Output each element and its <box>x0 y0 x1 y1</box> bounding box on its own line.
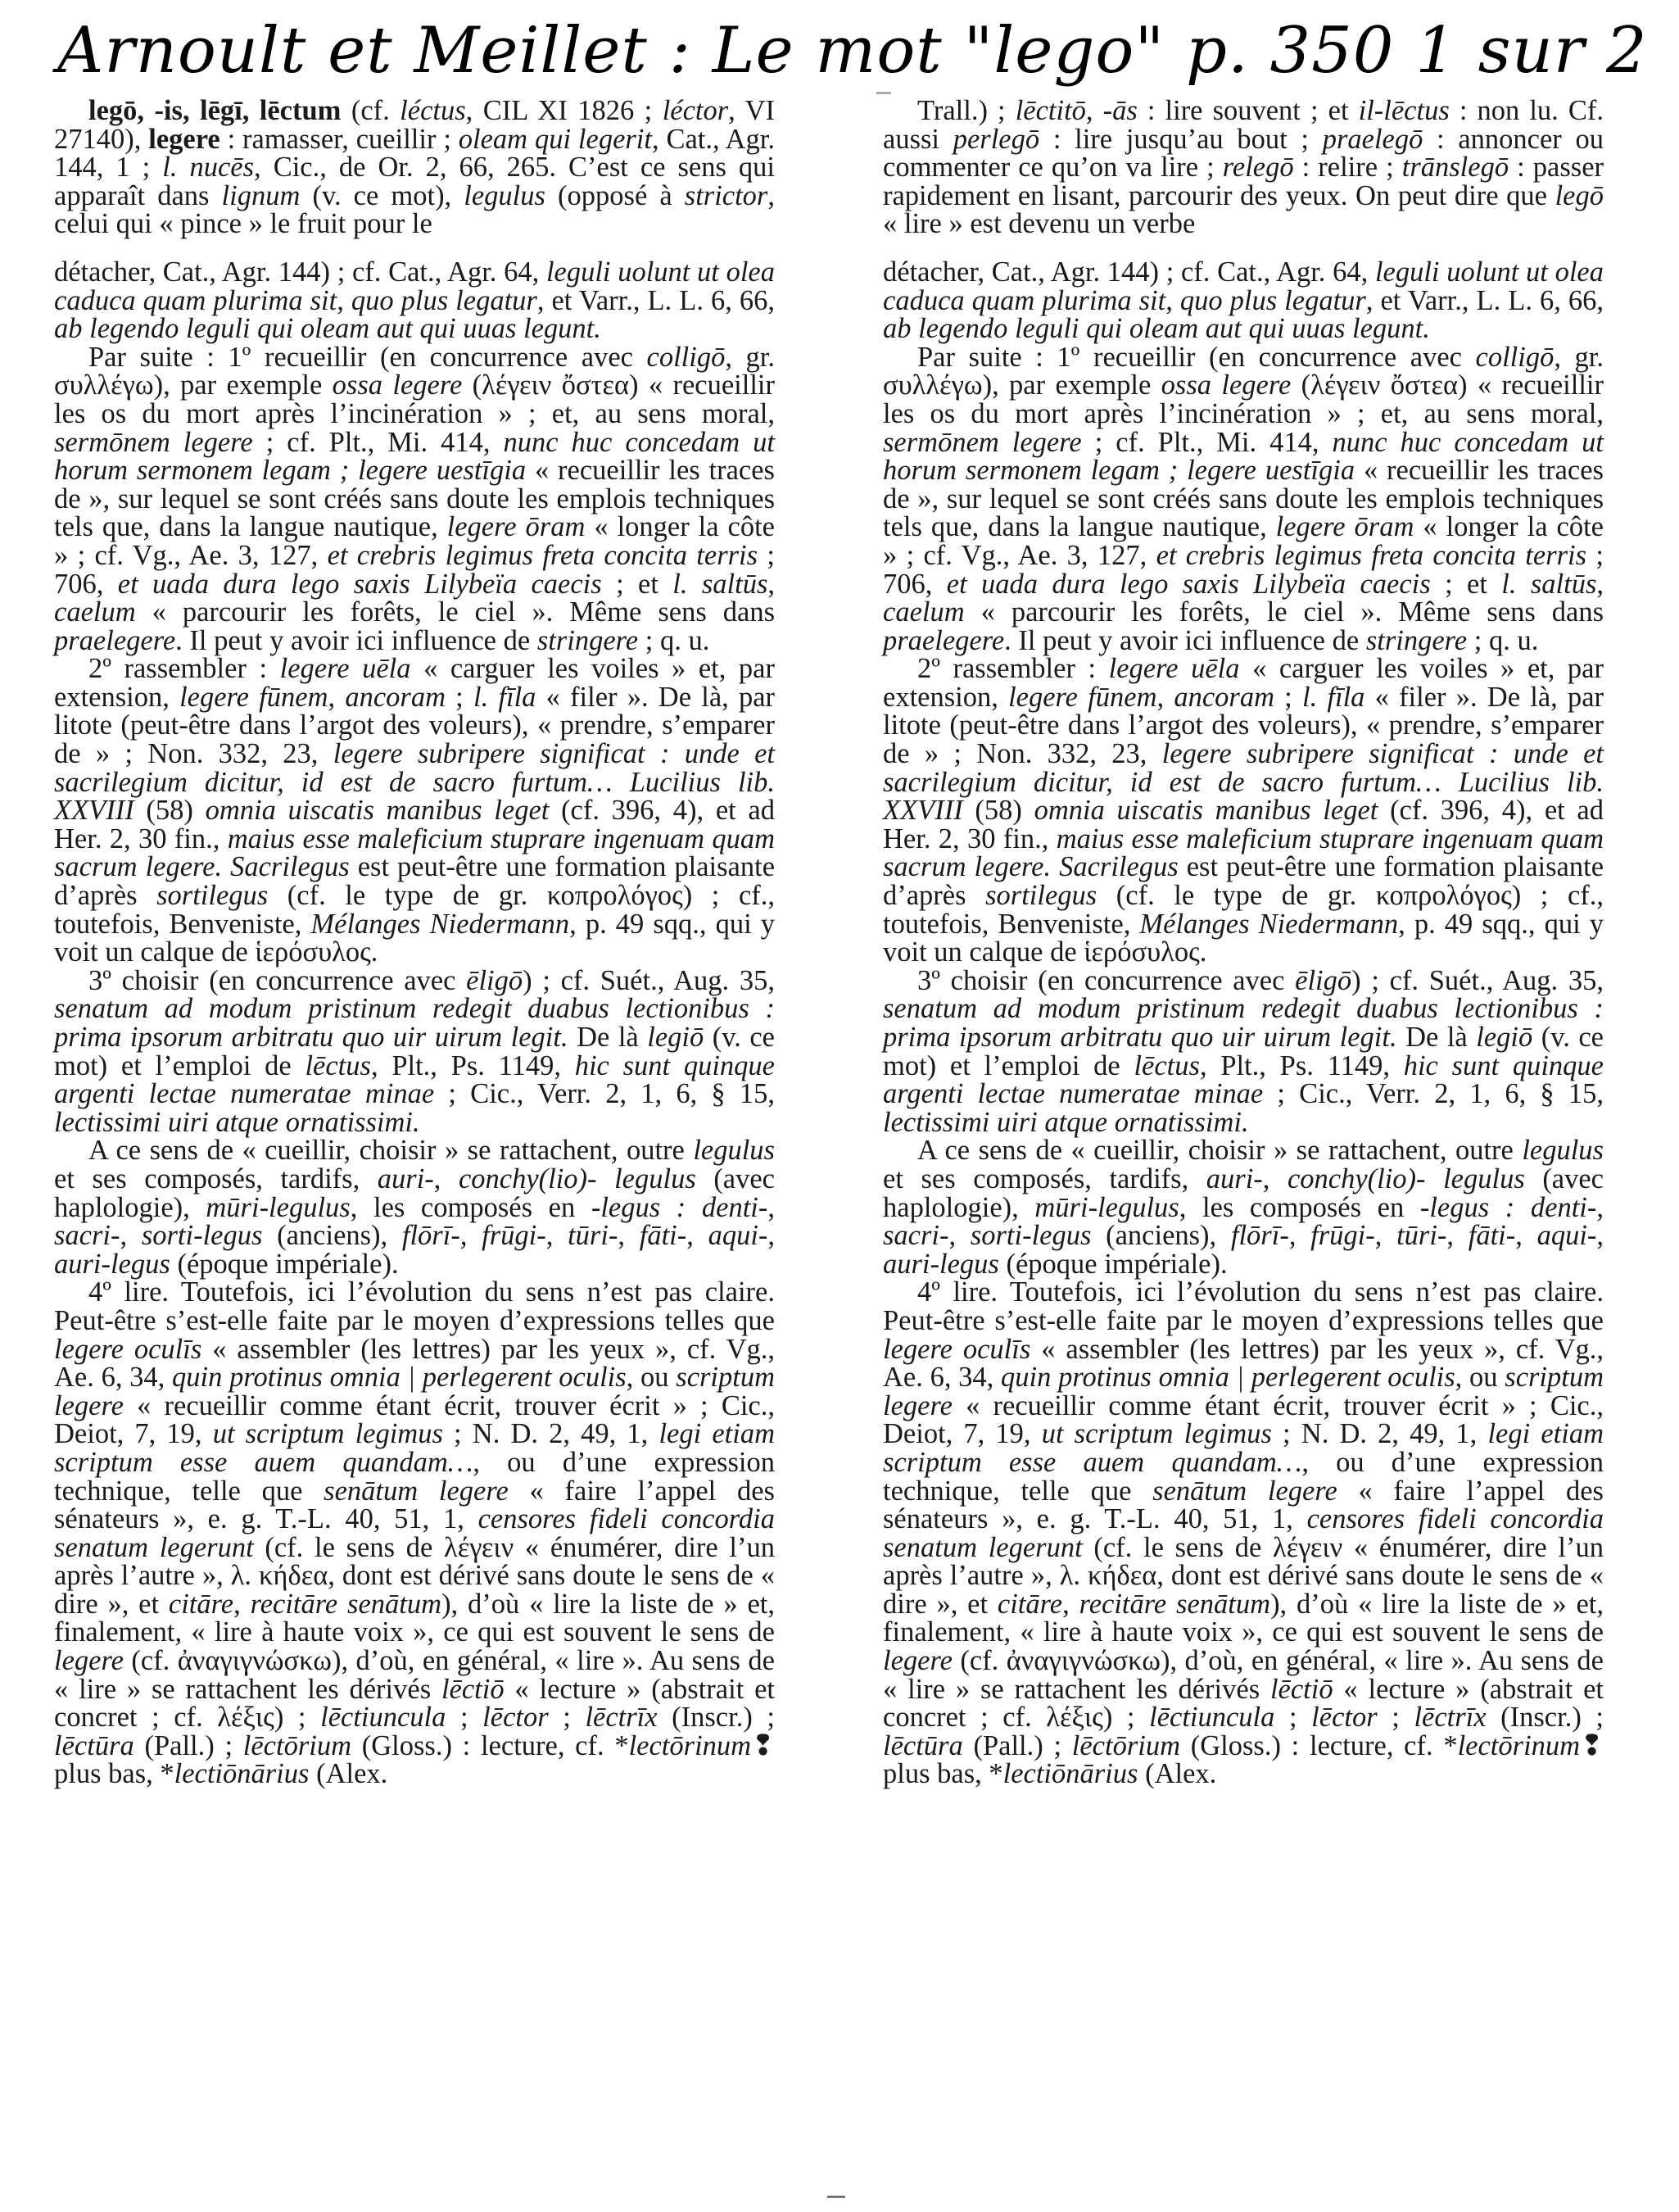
paragraph: 3º choisir (en concurrence avec ēligō) ; cf. Suét., Aug. 35, senatum ad modum pristinum redegit duabus lectionibus : prima ipsorum arbitratu quo uir uirum legit. De là legiō (v. ce mot) et l’emploi de lēctus, Plt., Ps. 1149, hic sunt quinque argenti lectae numeratae minae ; Cic., Verr. 2, 1, 6, § 15, lectissimi uiri atque ornatissimi. <box>883 964 1604 1138</box>
paragraph: A ce sens de « cueillir, choisir » se rattachent, outre legulus et ses composés, tardifs, auri-, conchy(lio)- legulus (avec haplologie), mūri-legulus, les composés en -legus : denti-, sacri-, sorti-legus (anciens), flōrī-, frūgi-, tūri-, fāti-, aqui-, auri-legus (époque impériale). <box>54 1135 776 1280</box>
paragraph: détacher, Cat., Agr. 144) ; cf. Cat., Agr. 64, leguli uolunt ut olea caduca quam plurima sit, quo plus legatur, et Varr., L. L. 6, 66, ab legendo leguli qui oleam aut qui uuas legunt. <box>883 256 1604 345</box>
paragraph: 2º rassembler : legere uēla « carguer les voiles » et, par extension, legere fūnem, ancoram ; l. fīla « filer ». De là, par litote (peut-être dans l’argot des voleurs), « prendre, s’emparer de » ; Non. 332, 23, legere subripere significat : unde et sacrilegium dicitur, id est de sacro furtum… Lucilius lib. XXVIII (58) omnia uiscatis manibus leget (cf. 396, 4), et ad Her. 2, 30 fin., maius esse maleficium stuprare ingenuam quam sacrum legere. Sacrilegus est peut-être une formation plaisante d’après sortilegus (cf. le type de gr. κοπρολόγος) ; cf., toutefois, Benveniste, Mélanges Niedermann, p. 49 sqq., qui y voit un calque de ἱερόσυλος. <box>54 653 776 968</box>
paragraph: A ce sens de « cueillir, choisir » se rattachent, outre legulus et ses composés, tardifs, auri-, conchy(lio)- legulus (avec haplologie), mūri-legulus, les composés en -legus : denti-, sacri-, sorti-legus (anciens), flōrī-, frūgi-, tūri-, fāti-, aqui-, auri-legus (époque impériale). <box>883 1135 1604 1280</box>
right-column <box>883 97 1604 1788</box>
paragraph: 4º lire. Toutefois, ici l’évolution du sens n’est pas claire. Peut-être s’est-elle faite par le moyen d’expressions telles que legere oculīs « assembler (les lettres) par les yeux », cf. Vg., Ae. 6, 34, quin protinus omnia | perlegerent oculis, ou scriptum legere « recueillir comme étant écrit, trouver écrit » ; Cic., Deiot, 7, 19, ut scriptum legimus ; N. D. 2, 49, 1, legi etiam scriptum esse auem quandam…, ou d’une expression technique, telle que senātum legere « faire l’appel des sénateurs », e. g. T.-L. 40, 51, 1, censores fideli concordia senatum legerunt (cf. le sens de λέγειν « énumérer, dire l’un après l’autre », λ. κήδεα, dont est dérivé sans doute le sens de « dire », et citāre, recitāre senātum), d’où « lire la liste de » et, finalement, « lire à haute voix », ce qui est souvent le sens de legere (cf. ἀναγιγνώσκω), d’où, en général, « lire ». Au sens de « lire » se rattachent les dérivés lēctiō « lecture » (abstrait et concret ; cf. λέξις) ; lēctiuncula ; lēctor ; lēctrīx (Inscr.) ; lēctūra (Pall.) ; lēctōrium (Gloss.) : lecture, cf. *lectōrinum❢plus bas, *lectiōnārius (Alex. <box>54 1276 776 1790</box>
paragraph: 3º choisir (en concurrence avec ēligō) ; cf. Suét., Aug. 35, senatum ad modum pristinum redegit duabus lectionibus : prima ipsorum arbitratu quo uir uirum legit. De là legiō (v. ce mot) et l’emploi de lēctus, Plt., Ps. 1149, hic sunt quinque argenti lectae numeratae minae ; Cic., Verr. 2, 1, 6, § 15, lectissimi uiri atque ornatissimi. <box>54 964 775 1138</box>
paragraph: legō, -is, lēgī, lēctum (cf. léctus, CIL XI 1826 ; léctor, VI 27140), legere : ramasser, cueillir ; oleam qui legerit, Cat., Agr. 144, 1 ; l. nucēs, Cic., de Or. 2, 66, 265. C’est ce sens qui apparaît dans lignum (v. ce mot), legulus (opposé à strictor, celui qui « pince » le fruit pour le <box>54 95 775 240</box>
page-title: Arnoult et Meillet : Le mot "lego" p. 350 1 sur 2 <box>57 14 1648 88</box>
left-column <box>54 97 775 1788</box>
paragraph: Par suite : 1º recueillir (en concurrence avec colligō, gr. συλλέγω), par exemple ossa legere (λέγειν ὄστεα) « recueillir les os du mort après l’incinération » ; et, au sens moral, sermōnem legere ; cf. Plt., Mi. 414, nunc huc concedam ut horum sermonem legam ; legere uestīgia « recueillir les traces de », sur lequel se sont créés sans doute les emplois techniques tels que, dans la langue nautique, legere ōram « longer la côte » ; cf. Vg., Ae. 3, 127, et crebris legimus freta concita terris ; 706, et uada dura lego saxis Lilybeïa caecis ; et l. saltūs, caelum « parcourir les forêts, le ciel ». Même sens dans praelegere. Il peut y avoir ici influence de stringere ; q. u. <box>883 341 1604 656</box>
scan-mark-bottom <box>827 2196 845 2198</box>
scan-mark <box>876 92 891 94</box>
paragraph: 2º rassembler : legere uēla « carguer les voiles » et, par extension, legere fūnem, ancoram ; l. fīla « filer ». De là, par litote (peut-être dans l’argot des voleurs), « prendre, s’emparer de » ; Non. 332, 23, legere subripere significat : unde et sacrilegium dicitur, id est de sacro furtum… Lucilius lib. XXVIII (58) omnia uiscatis manibus leget (cf. 396, 4), et ad Her. 2, 30 fin., maius esse maleficium stuprare ingenuam quam sacrum legere. Sacrilegus est peut-être une formation plaisante d’après sortilegus (cf. le type de gr. κοπρολόγος) ; cf., toutefois, Benveniste, Mélanges Niedermann, p. 49 sqq., qui y voit un calque de ἱερόσυλος. <box>883 653 1604 968</box>
paragraph: Trall.) ; lēctitō, -ās : lire souvent ; et il-lēctus : non lu. Cf. aussi perlegō : lire jusqu’au bout ; praelegō : annoncer ou commenter ce qu’on va lire ; relegō : relire ; trānslegō : passer rapidement en lisant, parcourir des yeux. On peut dire que legō « lire » est devenu un verbe <box>883 95 1604 240</box>
paragraph: Par suite : 1º recueillir (en concurrence avec colligō, gr. συλλέγω), par exemple ossa legere (λέγειν ὄστεα) « recueillir les os du mort après l’incinération » ; et, au sens moral, sermōnem legere ; cf. Plt., Mi. 414, nunc huc concedam ut horum sermonem legam ; legere uestīgia « recueillir les traces de », sur lequel se sont créés sans doute les emplois techniques tels que, dans la langue nautique, legere ōram « longer la côte » ; cf. Vg., Ae. 3, 127, et crebris legimus freta concita terris ; 706, et uada dura lego saxis Lilybeïa caecis ; et l. saltūs, caelum « parcourir les forêts, le ciel ». Même sens dans praelegere. Il peut y avoir ici influence de stringere ; q. u. <box>54 341 776 656</box>
paragraph: 4º lire. Toutefois, ici l’évolution du sens n’est pas claire. Peut-être s’est-elle faite par le moyen d’expressions telles que legere oculīs « assembler (les lettres) par les yeux », cf. Vg., Ae. 6, 34, quin protinus omnia | perlegerent oculis, ou scriptum legere « recueillir comme étant écrit, trouver écrit » ; Cic., Deiot, 7, 19, ut scriptum legimus ; N. D. 2, 49, 1, legi etiam scriptum esse auem quandam…, ou d’une expression technique, telle que senātum legere « faire l’appel des sénateurs », e. g. T.-L. 40, 51, 1, censores fideli concordia senatum legerunt (cf. le sens de λέγειν « énumérer, dire l’un après l’autre », λ. κήδεα, dont est dérivé sans doute le sens de « dire », et citāre, recitāre senātum), d’où « lire la liste de » et, finalement, « lire à haute voix », ce qui est souvent le sens de legere (cf. ἀναγιγνώσκω), d’où, en général, « lire ». Au sens de « lire » se rattachent les dérivés lēctiō « lecture » (abstrait et concret ; cf. λέξις) ; lēctiuncula ; lēctor ; lēctrīx (Inscr.) ; lēctūra (Pall.) ; lēctōrium (Gloss.) : lecture, cf. *lectōrinum❢plus bas, *lectiōnārius (Alex. <box>883 1276 1604 1790</box>
paragraph: détacher, Cat., Agr. 144) ; cf. Cat., Agr. 64, leguli uolunt ut olea caduca quam plurima sit, quo plus legatur, et Varr., L. L. 6, 66, ab legendo leguli qui oleam aut qui uuas legunt. <box>54 256 775 345</box>
